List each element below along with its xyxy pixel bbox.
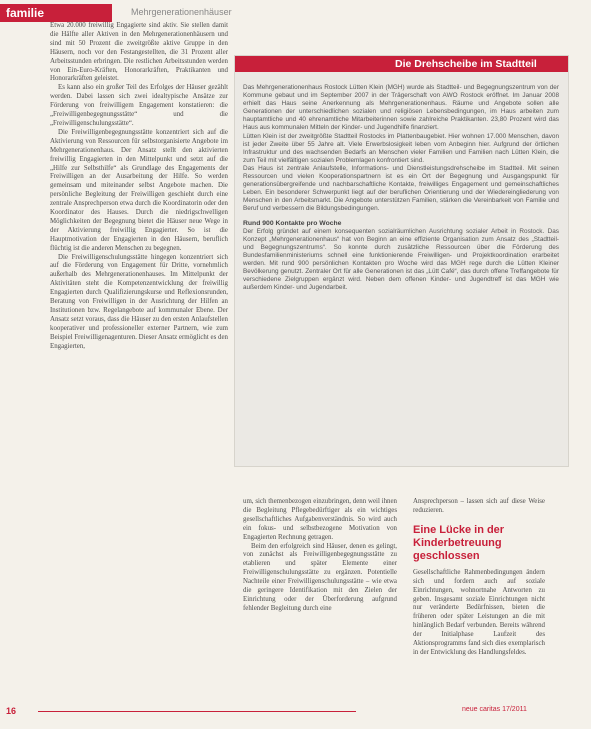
box-paragraph: Lütten Klein ist der zweitgrößte Stadtteil Rostocks im Plattenbaugebiet. Hier wohnen 17.000 Menschen, davon ist jeder Zweite über 55 Jahre alt. Viele Erwerbslosigkeit leben vom Anbeginn hier. Aufgrund der örtlichen Infrastruktur und des wachsenden Bedarfs an Menschen vieler Familien und Familien nach Lütten Klein, die zum Teil mit vielfältigen sozialen Problemlagen konfrontiert sind. (243, 132, 559, 164)
section-heading: Eine Lücke in der Kinderbetreuung geschlossen (413, 523, 505, 562)
page-number: 16 (6, 706, 17, 716)
box-paragraph: Das Mehrgenerationenhaus Rostock Lütten Klein (MGH) wurde als Stadtteil- und Begegnungszentrum von der Kommune gebaut und im September 2007 in der Trägerschaft von AWO Rostock eröffnet. Im Januar 2008 erhielt das Haus seine Anerkennung als Mehrgenerationenhaus. Räume und Angebote sollen alle Generationen der unterschiedlichen sozialen und religiösen Lebensbedingungen, im Haus arbeiten zum hauptamtliche und 40 ehrenamtliche Mitarbeiterinnen sowie zahlreiche Praktikanten. 23,80 Prozent wird das Haus aus kommunalen Mitteln der Kinder- und Jugendhilfe finanziert. (243, 84, 559, 132)
mid-paragraph: Beim den erfolgreich sind Häuser, denen es gelingt, von zunächst als Freiwilligenbegegnungsstätte zu etablieren und später Elemente einer Freiwilligenschulungsstätte zu ergänzen. Potentielle Nachteile einer Freiwilligenschulungsstätte – wie etwa die geringere Identifikation mit den Zielen der Einrichtung oder der Überforderung aufgrund fehlender Begleitung durch eine (243, 542, 397, 612)
header-subtitle: Mehrgenerationenhäuser (131, 7, 232, 17)
box-subheading: Rund 900 Kontakte pro Woche (243, 219, 342, 227)
right-intro: Ansprechperson – lassen sich auf diese Weise reduzieren. (413, 498, 545, 514)
left-paragraph: Es kann also ein großer Teil des Erfolges der Häuser gezählt werden. Dabei lassen sich zwei idealtypische Ansätze zur Förderung von freiwilligem Engagement konstatieren: die „Freiwilligenbegegnungsstätte“ und die „Freiwilligenschulungsstätte“. (50, 84, 228, 127)
left-paragraph: Die Freiwilligenschulungsstätte hingegen konzentriert sich auf die Förderung von Engagement für Dritte, vornehmlich außerhalb des Mehrgenerationenhauses. Im Mittelpunkt der Aktivitäten steht die Kompetenzentwicklung der freiwillig Engagierten durch Qualifizierungskurse und Reflexionsrunden, Beratung von Freiwilligen in der Ausrichtung der Hilfen an Institutionen bzw. Regelangebote auf kommunaler Ebene. Der Ansatz setzt voraus, dass die Häuser zu den ersten Anlaufstellen kooperativer und professioneller externer Partnern, wie zum Beispiel Freiwilligenagenturen. Dieser Ansatz ermöglicht es den Engagierten, (50, 253, 228, 350)
box-paragraph: Das Haus ist zentrale Anlaufstelle, Informations- und Dienstleistungsdrehscheibe im Stadtteil. Mit seinen Ressourcen und vielen Kooperationspartnern ist es ein Ort der Begegnung und Ausgangspunkt für generationsübergreifende und nachbarschaftliche Kontakte, freiwilliges Engagement und gemeinschaftliches Leben. Ein besonderer Schwerpunkt liegt auf der beruflichen Orientierung und der Wiedereingliederung von Menschen in den Arbeitsmarkt. Die Angebote unterstützen Familien, stärken die Vereinbarkeit von Familie und Beruf und verbessern die Bildungsbedingungen. (243, 164, 559, 213)
left-column (50, 22, 228, 352)
left-paragraph: Die Freiwilligenbegegnungsstätte konzentriert sich auf die Aktivierung von Ressourcen für selbstorganisierte Angebote im Mehrgenerationenhaus. Der Ansatz stellt den aktivierten freiwillig Engagierten in den Mittelpunkt und setzt auf die „Hilfe zur Selbsthilfe“ als Grundlage des Engagements der Freiwilligen an der Ausarbeitung der Hilfe. So werden gemeinsam und miteinander selbst Angebote machen. Die persönliche Begleitung der Freiwilligen geschieht durch eine zentrale Ansprechperson etwa durch die Koordinatorin oder den Koordinator des Hauses. Durch die niedrigschwelligen Möglichkeiten der Begegnung bietet die Häuser neue Wege in der Aktivierung freiwillig Engagierter. So ist die Hauptmotivation der Engagierten in den Häusern, beruflich flüchtig ist die anderen Menschen zu begegnen. (50, 128, 228, 252)
middle-column (243, 498, 397, 614)
section-tab (0, 4, 112, 22)
mid-paragraph: um, sich themenbezogen einzubringen, denn weil ihnen die Begleitung Pflegebedürftiger als ein wichtiges gesellschaftliches Aufgabenverständnis. So wird auch ein fokus- und selbstbezogene Motivation von Engagierten Rechnung getragen. (243, 498, 397, 541)
right-column (413, 498, 545, 658)
box-body (243, 84, 559, 292)
footer-divider (38, 711, 356, 712)
info-box (234, 55, 569, 467)
box-title-bar (235, 56, 568, 72)
box-paragraph: Der Erfolg gründet auf einem konsequenten sozialräumlichen Ausrichtung sozialer Arbeit in Rostock. Das Konzept „Mehrgenerationenhaus“ hat von Beginn an eine effiziente Organisation zum Ansatz des „Stadtteil- und Begegnungszentrums“. So konnte durch zusätzliche Ressourcen über die Förderung des Bundesfamilienministeriums schnell eine funktionierende Freiwilligen- und Projektkoordination erarbeitet werden. Mit rund 900 persönlichen Kontakten pro Woche wird das MGH rege durch die Lütten Kleiner Bevölkerung genutzt. Zentraler Ort für alle Generationen ist das „Lütt Café“, das durch offene Treffangebote für verschiedene Zielgruppen ergänzt wird. Neben dem offenen Kinder- und Jugendtreff ist das MGH wie außerdem Kinder- und Jugendarbeit. (243, 227, 559, 292)
right-paragraph: Gesellschaftliche Rahmenbedingungen ändern sich und fordern auch auf soziale Einrichtungen, wohnortnahe Antworten zu geben. Insgesamt soziale Einrichtungen nicht nur veränderte Bedürfnissen, bieten die früheren oder später Leistungen an die mit hinlänglich Bedarf verbunden. Bereits während der Initialphase Laufzeit des Aktionsprogramms fand sich dies exemplarisch in der Entwicklung des Handlungsfeldes. (413, 568, 545, 656)
magazine-issue: neue caritas 17/2011 (462, 706, 527, 713)
left-paragraph: Etwa 20.000 freiwillig Engagierte sind aktiv. Sie stellen damit die Hälfte aller Aktiven in den Mehrgenerationenhäusern und sind mit 50 Prozent die zweitgrößte aktive Gruppe in den Häusern, noch vor den Festangestellten, die 31 Prozent aller Arbeitsstunden erbringen. Die restlichen Arbeitsstunden werden von Ein-Euro-Kräften, Honorarkräften, Praktikanten und Honorarkräften geleistet. (50, 22, 228, 83)
section-label: familie (6, 6, 45, 20)
box-title: Die Drehscheibe im Stadtteil (395, 58, 537, 70)
